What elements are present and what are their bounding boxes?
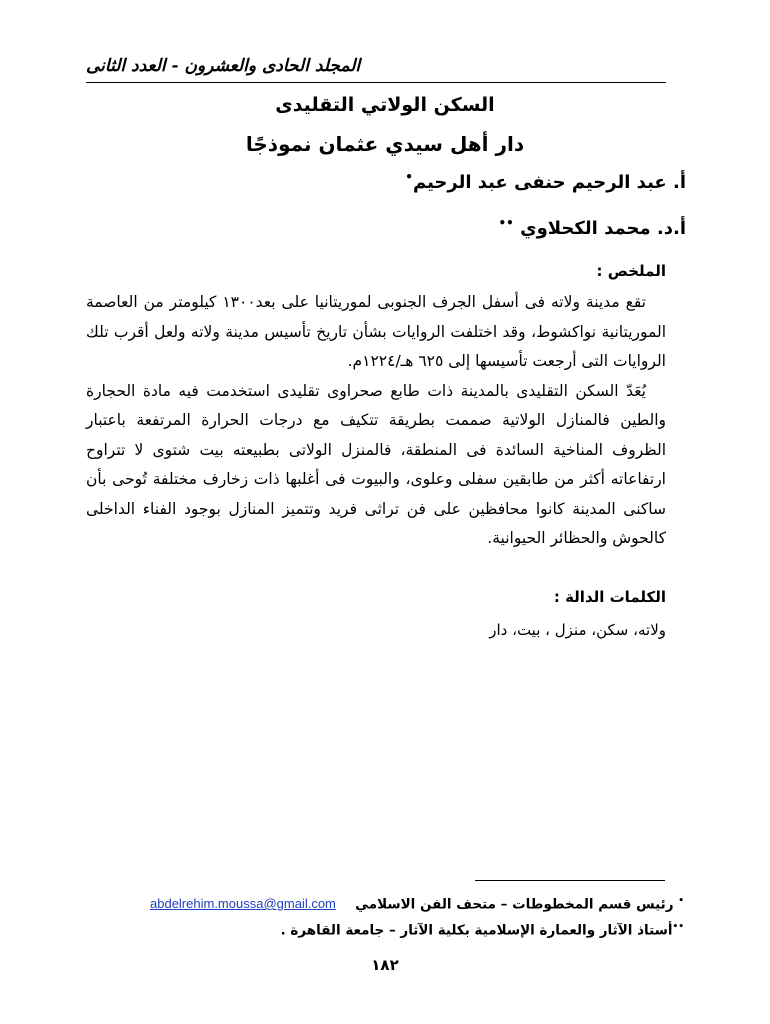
footnote-1-mark: •: [678, 896, 684, 906]
keywords-list: ولاته، سكن، منزل ، بيت، دار: [489, 621, 666, 639]
author-1: [405, 170, 686, 193]
footnote-1: [355, 896, 684, 913]
footnote-2-text: أستاذ الآثار والعمارة الإسلامية بكلية الآثار – جامعة القاهرة .: [280, 922, 673, 939]
running-header: [86, 52, 666, 83]
author-2: [498, 216, 686, 239]
abstract-heading: الملخص :: [596, 262, 666, 280]
keywords-heading: الكلمات الدالة :: [553, 588, 666, 606]
footnote-1-text: رئيس قسم المخطوطات – متحف الفن الاسلامي: [355, 896, 674, 913]
author-1-name: أ. عبد الرحيم حنفى عبد الرحيم: [412, 172, 686, 193]
article-title: السكن الولاتي التقليدى: [275, 94, 495, 116]
footnote-separator: [475, 880, 665, 881]
abstract-paragraph-2: يُعَدّ السكن التقليدى بالمدينة ذات طابع صحراوى تقليدى استخدمت فيه مادة الحجارة والطين فالمنازل الولاتية صممت بطريقة تتكيف مع درجات الحرارة المرتفعة باعتبار الظروف المناخية السائدة فى المنطقة، فالمنزل الولاتى بطبيعته بيت شتوى لا تتراوح ارتفاعاته أكثر من طابقين سفلى وعلوى، والبيوت فى أغلبها ذات زخارف مختلفة تُوحى بأن ساكنى المدينة كانوا محافظين على فن تراثى فريد وتتميز المنازل بوجود الفناء الداخلى كالحوش والحظائر الحيوانية.: [86, 381, 666, 547]
footnote-2-mark: ••: [672, 922, 684, 932]
author-2-name: أ.د. محمد الكحلاوي: [520, 218, 686, 239]
page-number: ١٨٢: [371, 956, 399, 974]
author-1-footnote-mark: •: [405, 170, 413, 184]
abstract-body: [86, 288, 666, 554]
author-2-footnote-mark: ••: [498, 216, 514, 230]
journal-volume-issue: المجلد الحادى والعشرون - العدد الثانى: [86, 56, 361, 76]
abstract-paragraph-1: تقع مدينة ولاته فى أسفل الجرف الجنوبى لموريتانيا على بعد١٣٠٠ كيلومتر من العاصمة الموريتانية نواكشوط، وقد اختلفت الروايات بشأن تاريخ تأسيس مدينة ولاته ولعل أقرب تلك الروايات التى أرجعت تأسيسها إلى ٦٢٥ هـ/١٢٢٤م.: [86, 293, 666, 370]
article-subtitle: دار أهل سيدي عثمان نموذجًا: [245, 132, 525, 156]
footnote-2: [281, 922, 684, 939]
author-email-link[interactable]: abdelrehim.moussa@gmail.com: [150, 896, 336, 911]
